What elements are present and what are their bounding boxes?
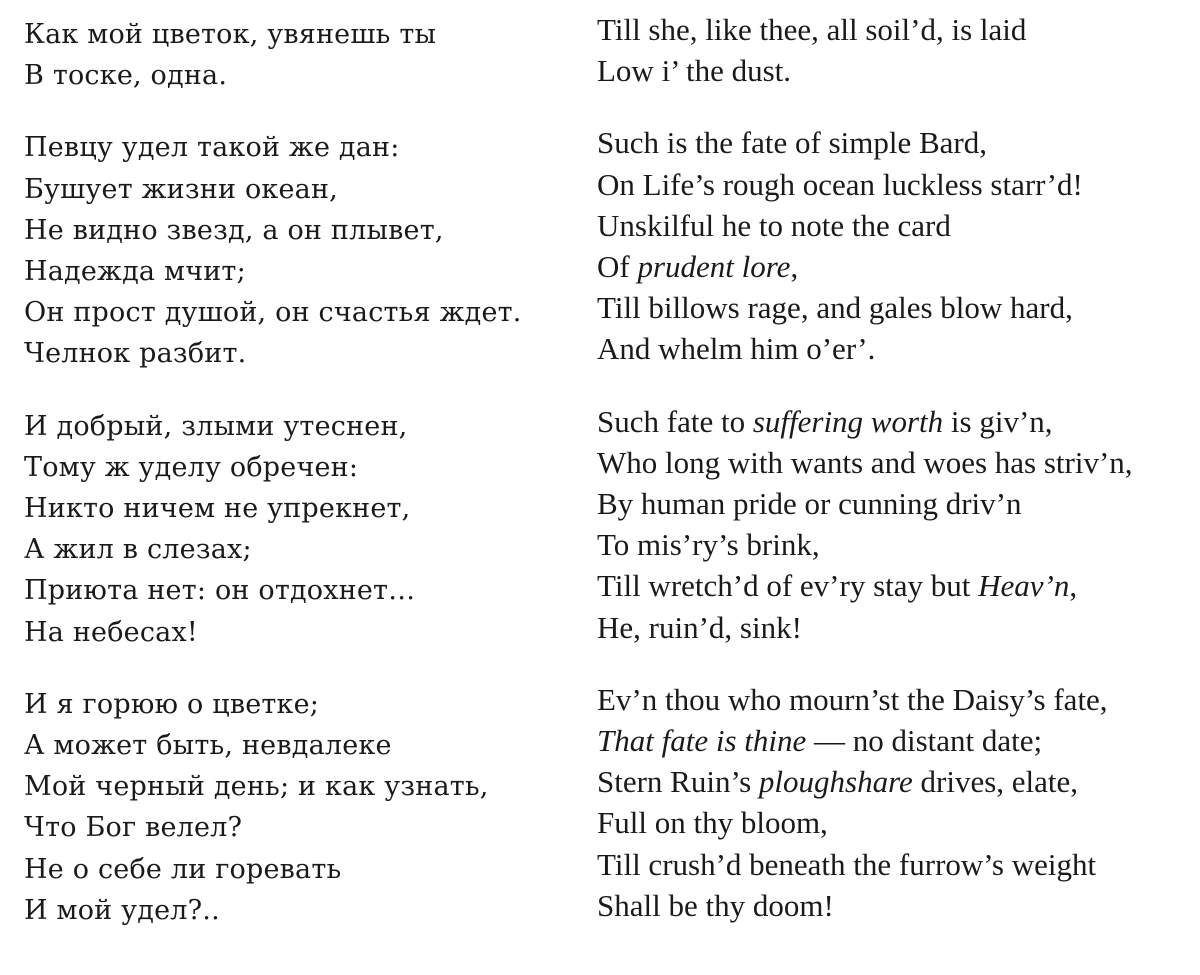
verse-line	[597, 444, 1133, 480]
verse-line: Надежда мчит;	[24, 256, 246, 287]
italic-phrase: prudent lore	[637, 249, 791, 284]
text-run: drives, elate,	[912, 764, 1079, 800]
verse-line	[597, 681, 1108, 717]
text-run: Who long with wants and woes has striv’n,	[597, 444, 1133, 480]
verse-line: Певцу удел такой же дан:	[24, 132, 400, 164]
verse-line: В тоске, одна.	[24, 60, 228, 92]
verse-line	[597, 207, 951, 243]
text-run: He, ruin’d, sink!	[597, 609, 802, 645]
italic-phrase: Heav’n	[978, 568, 1070, 604]
verse-line	[597, 805, 828, 841]
verse-line	[597, 527, 820, 563]
verse-line: И добрый, злыми утеснен,	[24, 410, 408, 442]
verse-line	[597, 251, 798, 282]
verse-line: Никто ничем не упрекнет,	[24, 493, 411, 524]
verse-line: А жил в слезах;	[24, 534, 252, 566]
verse-line: На небесах!	[24, 616, 198, 648]
verse-line	[597, 568, 1078, 604]
text-run: Stern Ruin’s	[597, 764, 759, 800]
verse-line	[597, 331, 876, 367]
verse-line	[597, 764, 1079, 800]
text-run: Till wretch’d of ev’ry stay but	[597, 568, 979, 604]
verse-line	[597, 125, 987, 161]
verse-line: И я горюю о цветке;	[24, 688, 320, 720]
verse-line	[597, 403, 1053, 439]
text-run: Full on thy bloom,	[597, 805, 828, 841]
verse-line: Не о себе ли горевать	[24, 853, 342, 885]
text-run: ,	[1069, 568, 1078, 604]
verse-line: Бушует жизни океан,	[24, 173, 338, 205]
text-run: And whelm him o’er’.	[597, 331, 876, 367]
verse-line: И мой удел?..	[24, 894, 220, 926]
verse-line	[597, 53, 792, 89]
text-run: Till she, like thee, all soil’d, is laid	[597, 12, 1027, 47]
verse-line: Как мой цветок, увянешь ты	[24, 19, 437, 50]
italic-phrase: That fate is thine	[597, 723, 807, 758]
text-run: On Life’s rough ocean luckless starr’d!	[597, 166, 1083, 202]
text-run: Such fate to	[597, 403, 753, 439]
verse-line: Тому ж уделу обречен:	[24, 451, 359, 483]
text-run: Till crush’d beneath the furrow’s weight	[597, 846, 1097, 882]
text-run: By human pride or cunning driv’n	[597, 486, 1022, 521]
verse-line	[597, 609, 802, 645]
verse-line: Он прост душой, он счастья ждет.	[24, 297, 522, 329]
text-run: Such is the fate of simple Bard,	[597, 125, 987, 161]
verse-line: Что Бог велел?	[24, 812, 243, 844]
text-run: is giv’n,	[943, 403, 1053, 439]
text-run: Unskilful he to note the card	[597, 207, 951, 243]
text-run: Low i’ the dust.	[597, 53, 792, 89]
text-run: Till billows rage, and gales blow hard,	[597, 290, 1073, 326]
verse-line: А может быть, невдалеке	[24, 730, 392, 761]
text-run: — no distant date;	[806, 723, 1043, 758]
verse-line	[597, 488, 1021, 519]
text-run: To mis’ry’s brink,	[597, 527, 820, 563]
text-run: ,	[790, 249, 799, 284]
verse-line: Приюта нет: он отдохнет…	[24, 575, 416, 607]
verse-line: Мой черный день; и как узнать,	[24, 771, 489, 803]
text-run: Ev’n thou who mourn’st the Daisy’s fate,	[597, 681, 1108, 717]
verse-line	[597, 166, 1083, 202]
text-run: Shall be thy doom!	[597, 887, 834, 923]
verse-line	[597, 846, 1097, 882]
verse-line	[597, 290, 1073, 326]
italic-phrase: suffering worth	[752, 403, 944, 439]
verse-line	[597, 725, 1042, 756]
italic-phrase: ploughshare	[758, 764, 913, 800]
verse-line: Не видно звезд, а он плывет,	[24, 214, 444, 246]
verse-line: Челнок разбит.	[24, 338, 247, 370]
verse-line	[597, 887, 834, 923]
verse-line	[597, 14, 1026, 45]
text-run: Of	[597, 249, 638, 284]
